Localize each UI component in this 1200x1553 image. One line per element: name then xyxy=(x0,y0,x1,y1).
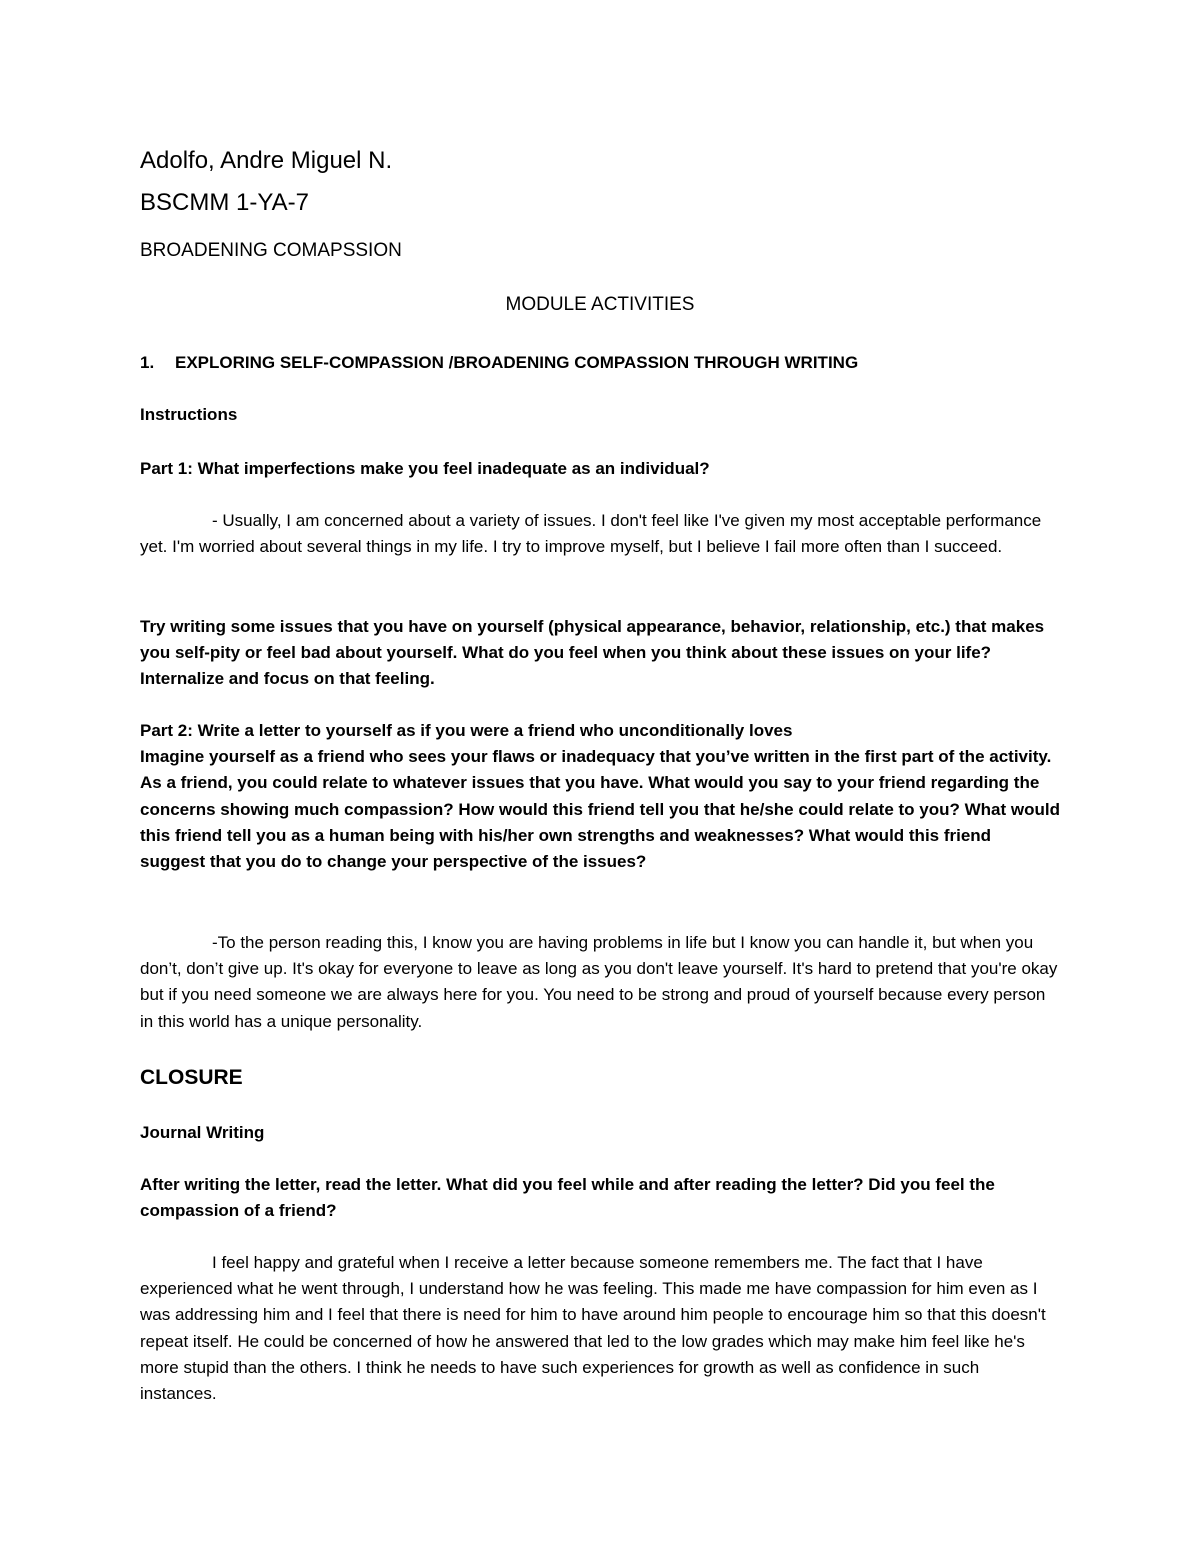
journal-answer xyxy=(140,1250,1060,1407)
activity-title: EXPLORING SELF-COMPASSION /BROADENING COMPASSION THROUGH WRITING xyxy=(175,353,859,372)
part2-block xyxy=(140,718,1060,875)
part2-prompt: Imagine yourself as a friend who sees your flaws or inadequacy that you’ve written in the first part of the activity. As a friend, you could relate to whatever issues that you have. What would you say to your friend regarding the concerns showing much compassion? How would this friend tell you that he/she could relate to you? What would this friend tell you as a human being with his/her own strengths and weaknesses? What would this friend suggest that you do to change your perspective of the issues? xyxy=(140,747,1060,872)
document-title: BROADENING COMAPSSION xyxy=(140,240,402,261)
journal-label: Journal Writing xyxy=(140,1123,265,1142)
part1-question: Part 1: What imperfections make you feel inadequate as an individual? xyxy=(140,459,710,478)
journal-question: After writing the letter, read the letter. What did you feel while and after reading the letter? Did you feel the compassion of a friend? xyxy=(140,1175,995,1221)
part2-heading: Part 2: Write a letter to yourself as if you were a friend who unconditionally loves xyxy=(140,721,793,740)
letter-body xyxy=(140,930,1060,1035)
part1-answer-text: - Usually, I am concerned about a variety of issues. I don't feel like I've given my most acceptable performance yet. I'm worried about several things in my life. I try to improve myself, but I believe I fail more often than I succeed. xyxy=(140,511,1042,557)
letter-text: -To the person reading this, I know you are having problems in life but I know you can handle it, but when you don’t, don’t give up. It's okay for everyone to leave as long as you don't leave yourself. It's hard to pretend that you're okay but if you need someone we are always here for you. You need to be strong and proud of yourself because every person in this world has a unique personality. xyxy=(140,933,1058,1031)
part1-answer xyxy=(140,508,1060,560)
part1-prompt: Try writing some issues that you have on yourself (physical appearance, behavior, relationship, etc.) that makes you self-pity or feel bad about yourself. What do you feel when you think about these issues on your life? Internalize and focus on that feeling. xyxy=(140,617,1045,689)
module-heading: MODULE ACTIVITIES xyxy=(505,294,695,315)
instructions-label: Instructions xyxy=(140,405,238,424)
journal-answer-text: I feel happy and grateful when I receive a letter because someone remembers me. The fact that I have experienced what he went through, I understand how he was feeling. This made me have compassion for him even as I was addressing him and I feel that there is need for him to have around him people to encourage him so that this doesn't repeat itself. He could be concerned of how he answered that led to the low grades which may make him feel like he's more stupid than the others. I think he needs to have such experiences for growth as well as confidence in such instances. xyxy=(140,1253,1046,1404)
closure-heading: CLOSURE xyxy=(140,1066,243,1089)
activity-number: 1. xyxy=(140,353,155,372)
student-section: BSCMM 1-YA-7 xyxy=(140,189,309,216)
activity-heading xyxy=(140,351,858,375)
student-name: Adolfo, Andre Miguel N. xyxy=(140,147,393,174)
